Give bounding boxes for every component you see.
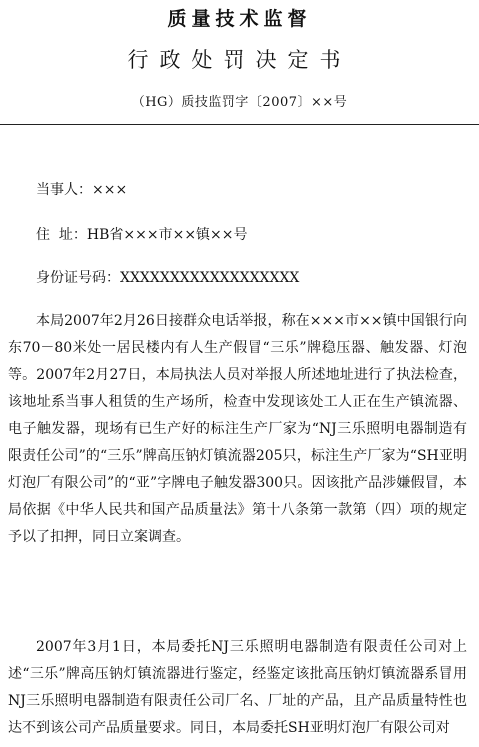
header-divider [0,124,479,125]
party-label: 当事人： [36,182,92,198]
body-paragraph-2: 2007年3月1日，本局委托NJ三乐照明电器制造有限责任公司对上述“三乐”牌高压钠灯镇流器进行鉴定，经鉴定该批高压钠灯镇流器系冒用NJ三乐照明电器制造有限责任公司厂名、厂址的产品，且产品质量特性也达不到该公司产品质量要求。同日，本局委托SH亚明灯泡厂有限公司对 [8,639,467,736]
party-value: ××× [92,182,128,198]
document-type-title: 行政处罚决定书 [127,48,352,72]
document-number: （HG）质技监罚字〔2007〕××号 [131,95,348,110]
id-number-field [36,267,299,287]
address-label: 住 址： [36,227,87,243]
id-number-label: 身份证号码： [36,270,120,286]
address-value: HB省×××市××镇××号 [86,227,248,243]
address-field [36,224,248,244]
id-number-value: XXXXXXXXXXXXXXXXXX [120,270,300,286]
agency-title: 质量技术监督 [167,8,312,30]
body-paragraph-1: 本局2007年2月26日接群众电话举报，称在×××市××镇中国银行向东70－80米处一居民楼内有人生产假冒“三乐”牌稳压器、触发器、灯泡等。2007年2月27日，本局执法人员对举报人所述地址进行了执法检查，该地址系当事人租赁的生产场所，检查中发现该处工人正在生产镇流器、电子触发器，现场有已生产好的标注生产厂家为“NJ三乐照明电器制造有限责任公司”的“三乐”牌高压钠灯镇流器205只，标注生产厂家为“SH亚明灯泡厂有限公司”的“亚”字牌电子触发器300只。因该批产品涉嫌假冒，本局依据《中华人民共和国产品质量法》第十八条第一款第（四）项的规定予以了扣押，同日立案调查。 [8,313,467,545]
party-field [36,179,127,199]
